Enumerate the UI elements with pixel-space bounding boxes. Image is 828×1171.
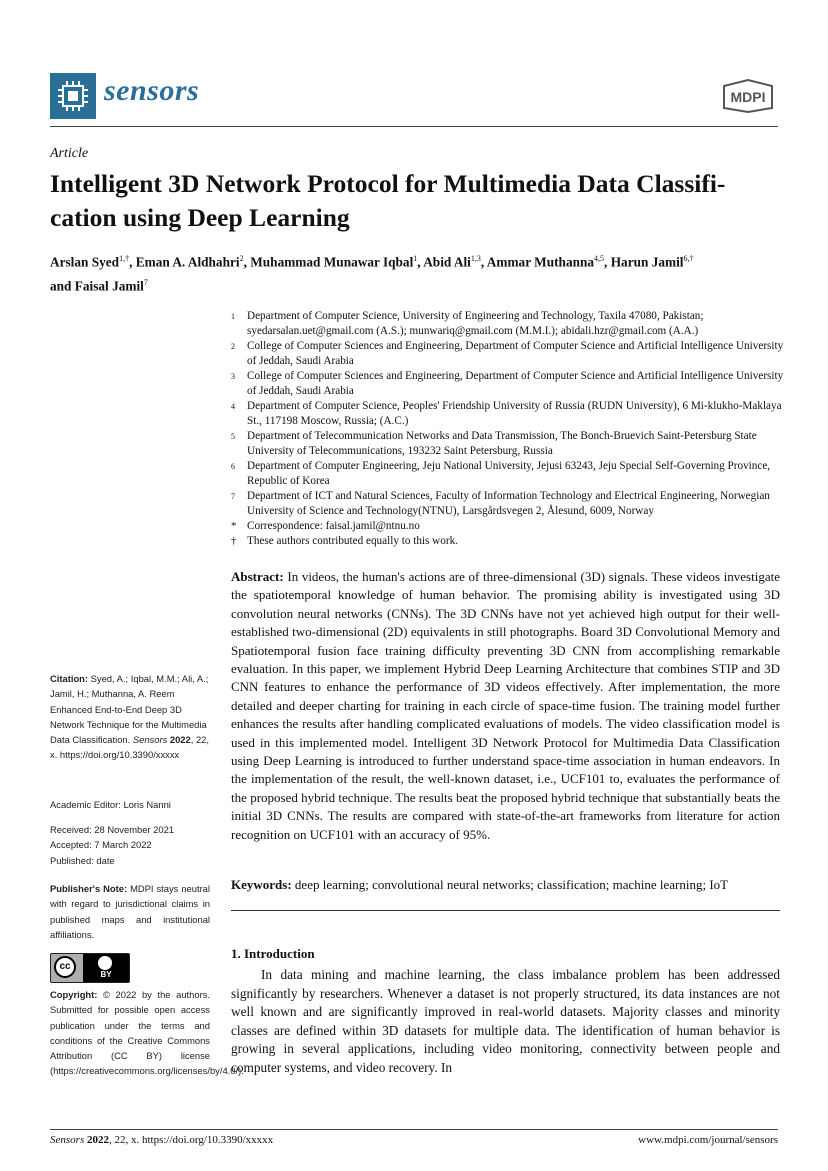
publisher-note [50,881,210,942]
header-divider [50,126,778,127]
citation-year: 2022 [169,734,191,746]
affiliation-item [231,489,786,519]
citation-text: Syed, A.; Iqbal, M.M.; Ali, A.; Jamil, H.; Muthanna, A. Reem Enhanced End-to-End Deep 3D Network Technique for the Multimedia Data Classification. [50,673,209,746]
author-affiliation-mark: 1,† [119,254,130,263]
academic-editor: Academic Editor: Loris Nanni [50,799,171,810]
footer-journal: Sensors [50,1134,85,1146]
page-title [50,167,780,235]
author-separator: , [243,254,251,270]
footer-journal-url[interactable]: www.mdpi.com/journal/sensors [638,1134,778,1146]
received-date: Received: 28 November 2021 [50,824,175,835]
publisher-note-text: MDPI stays neutral with regard to jurisdictional claims in published maps and institutional affiliations. [50,883,210,940]
citation-block [50,671,210,763]
author-separator: , [604,254,611,270]
copyright-block [50,987,244,1079]
dates-block [50,822,210,868]
abstract-text: In videos, the human's actions are of three-dimensional (3D) signals. These videos investigate the spatiotemporal knowledge of human behavior. The promising ability is investigated using 3D convolution neural networks (CNNs). The 3D CNNs have not yet achieved high output for their well-established two-dimensional (2D) equivalents in still photographs. Board 3D Convolutional Memory and Spatiotemporal fusion face training difficulty preventing 3D CNN from accomplishing remarkable evaluation. In this paper, we implement Hybrid Deep Learning Architecture that combines STIP and 3D CNN features to enhance the performance of 3D videos effectively. After implementation, the more detailed and deeper charting for training in each circle of space-time fusion. The training model further enhances the results after handling complicated evaluations of models. The video classification model is used in this implemented model. Intelligent 3D Network Protocol for Multimedia Data Classification using Deep Learning is introduced to further understand space-time association in human endeavors. In the implementation of the result, the well-known dataset, i.e., UCF101 to, evaluates the performance of the proposed hybrid technique. The results beat the proposed hybrid technique that substantially beats the initial 3D CNNs. The results are compared with state-of-the-art frameworks from literature for action recognition on UCF101 with an accuracy of 95%. [231,569,780,842]
affiliation-text: These authors contributed equally to this work. [247,535,458,547]
affiliation-item [231,429,786,459]
author-affiliation-mark: 7 [143,278,148,288]
published-date: Published: date [50,854,115,866]
author-separator: , [480,254,487,270]
author-affiliation-mark: 2 [239,254,244,263]
affiliation-text: Department of Computer Science, Peoples' Friendship University of Russia (RUDN University), 6 Mi-klukho-Maklaya St., 117198 Moscow, Russia; (A.C.) [247,400,782,427]
by-label: BY [100,970,112,979]
keywords-text: deep learning; convolutional neural networks; classification; machine learning; IoT [294,877,729,892]
accepted-date: Accepted: 7 March 2022 [50,839,152,851]
affiliation-item [231,459,786,489]
affiliation-mark: 4 [231,402,235,411]
citation-journal: Sensors [132,734,168,746]
introduction-text: In data mining and machine learning, the class imbalance problem has been addressed significantly by researchers. Whenever a dataset is not properly structured, its data instances are not well known and are significantly improved in real-world datasets. Majority classes and minority classes are defined within 3D datasets for multiple data. The identification of human behavior is growing in several applications, including video monitoring, connectivity between people and computer systems, and video recovery. In [231,967,780,1075]
author-name: Ammar Muthanna [486,254,595,270]
affiliation-item [231,534,786,549]
footer-citation [50,1134,273,1146]
affiliation-item [231,519,786,534]
author-name: Abid Ali [423,254,471,270]
affiliation-text: Department of Computer Engineering, Jeju National University, Jejusi 63243, Jeju Special Self-Governing Province, Republic of Korea [247,460,771,487]
affiliation-list [231,309,786,549]
citation-doi[interactable]: , 22, x. https://doi.org/10.3390/xxxxx [50,734,209,761]
publisher-note-label: Publisher's Note: [50,883,128,894]
affiliation-text: College of Computer Sciences and Engineering, Department of Computer Science and Artificial Intelligence University of Jeddah, Saudi Arabia [247,340,784,367]
keywords-label: Keywords: [231,877,292,892]
affiliation-item [231,399,786,429]
affiliation-text: Correspondence: faisal.jamil@ntnu.no [247,520,420,532]
keywords [231,876,780,894]
affiliation-item [231,309,786,339]
author-name: Harun Jamil [610,254,684,270]
affiliation-mark: 2 [231,342,235,351]
mdpi-logo [718,78,778,114]
abstract-label: Abstract: [231,569,284,584]
author-affiliation-mark: 4,5 [594,254,605,263]
cc-by-license-badge[interactable] [50,953,130,983]
author-separator: , [417,254,424,270]
affiliation-item [231,339,786,369]
author-list [50,248,780,297]
affiliation-mark: 6 [231,462,235,471]
affiliation-mark: 3 [231,372,235,381]
footer-year: 2022 [86,1134,109,1146]
affiliation-mark: * [231,520,237,532]
affiliation-mark: 7 [231,492,235,501]
affiliation-mark: † [231,535,237,547]
keywords-divider [231,910,780,911]
title-line-2: cation using Deep Learning [50,203,350,232]
title-line-1: Intelligent 3D Network Protocol for Multimedia Data Classifi- [50,169,726,198]
affiliation-mark: 5 [231,432,235,441]
cc-icon: cc [54,956,76,978]
author-affiliation-mark: 1 [413,254,418,263]
section-heading-introduction: 1. Introduction [231,946,315,961]
author-affiliation-mark: 1,3 [470,254,481,263]
author-name: and Faisal Jamil [50,278,144,294]
journal-name: sensors [104,74,200,107]
affiliation-text: Department of Telecommunication Networks and Data Transmission, The Bonch-Bruevich Saint-Petersburg State University of Telecommunications, 193232 Saint Petersburg, Russia [247,430,757,457]
author-name: Muhammad Munawar Iqbal [250,254,414,270]
abstract [231,568,780,844]
author-name: Arslan Syed [50,254,120,270]
article-type: Article [50,146,89,161]
copyright-text: © 2022 by the authors. Submitted for possible open access publication under the terms and conditions of the Creative Commons Attribution (CC BY) license (https://creativecommons.org/licenses/by/4.0/). [50,989,244,1077]
journal-logo [50,73,96,119]
mdpi-logo-text: MDPI [730,89,766,105]
author-name: Eman A. Aldhahri [135,254,240,270]
citation-label: Citation: [50,673,89,684]
author-affiliation-mark: 6,† [683,254,694,263]
affiliation-mark: 1 [231,312,235,321]
footer-doi[interactable]: , 22, x. https://doi.org/10.3390/xxxxx [108,1134,274,1146]
copyright-label: Copyright: [50,989,98,1000]
affiliation-item [231,369,786,399]
author-separator: , [129,254,136,270]
footer-divider [50,1129,778,1130]
affiliation-text: Department of ICT and Natural Sciences, Faculty of Information Technology and Electrical Engineering, Norwegian University of Science and Technology(NTNU), Larsgårdsvegen 2, Ålesund, 6009, Norway [247,490,770,517]
affiliation-text: College of Computer Sciences and Engineering, Department of Computer Science and Artificial Intelligence University of Jeddah, Saudi Arabia [247,370,784,397]
person-icon [98,956,112,970]
affiliation-text: Department of Computer Science, University of Engineering and Technology, Taxila 47080, Pakistan; syedarsalan.uet@gmail.com (A.S.); munwariq@gmail.com (M.M.I.); abidali.hzr@gmail.com (A.A.) [247,310,704,337]
